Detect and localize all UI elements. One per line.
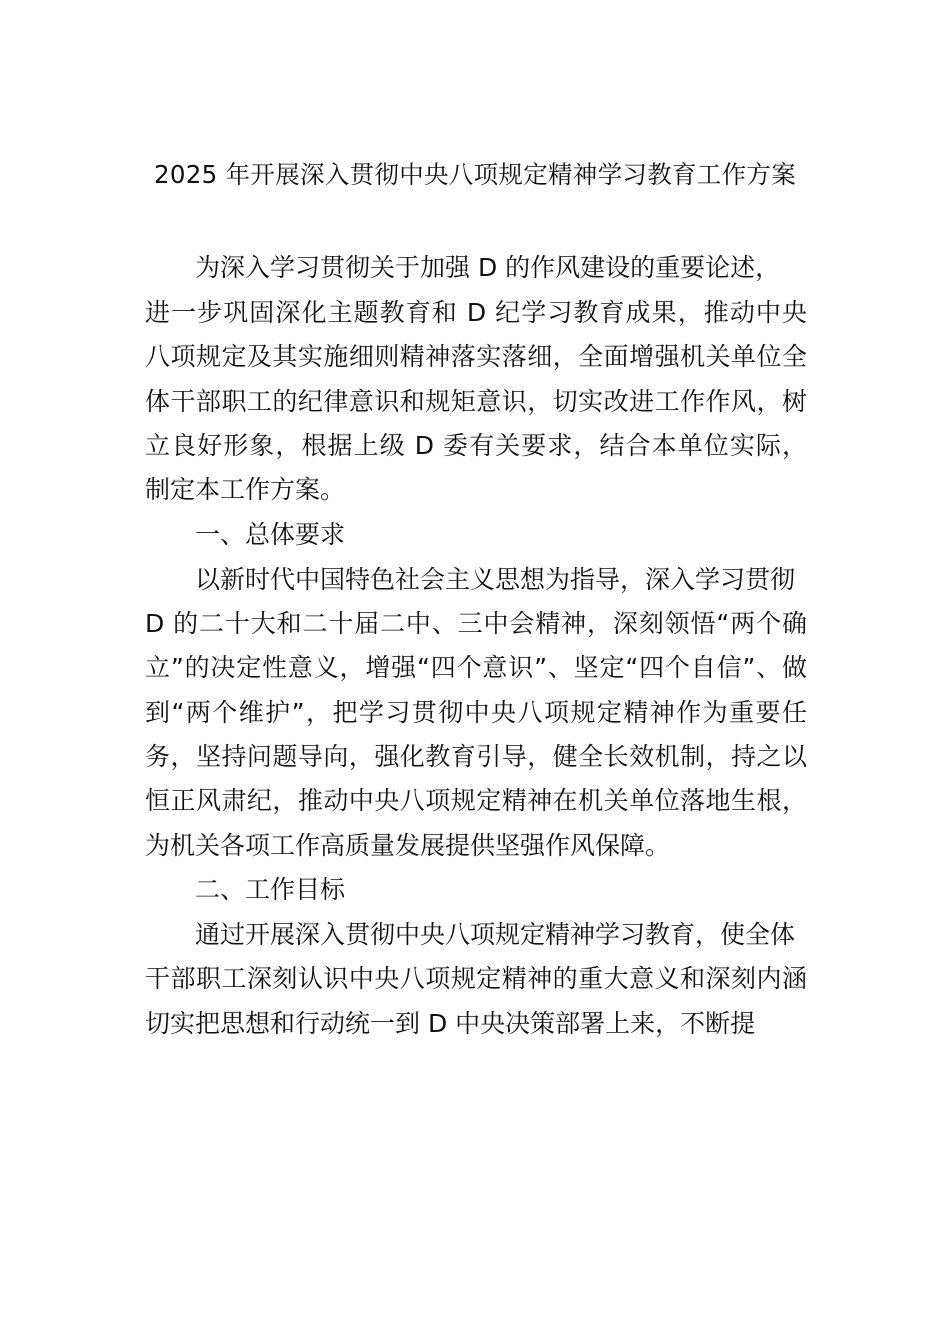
section-heading: 二、工作目标: [195, 875, 346, 904]
paragraph-line: 为机关各项工作高质量发展提供坚强作风保障。: [145, 831, 671, 860]
paragraph-line: 务，坚持问题导向，强化教育引导，健全长效机制，持之以: [145, 742, 807, 771]
paragraph-line: 八项规定及其实施细则精神落实落细，全面增强机关单位全: [145, 342, 807, 371]
paragraph-line: D 的二十大和二十届二中、三中会精神，深刻领悟“两个确: [145, 609, 807, 638]
paragraph-line: 进一步巩固深化主题教育和 D 纪学习教育成果，推动中央: [145, 298, 807, 327]
paragraph-line: 恒正风肃纪，推动中央八项规定精神在机关单位落地生根，: [145, 786, 807, 815]
paragraph-line: 体干部职工的纪律意识和规矩意识，切实改进工作作风，树: [145, 387, 807, 416]
paragraph-line: 立良好形象，根据上级 D 委有关要求，结合本单位实际，: [145, 431, 807, 460]
paragraph-line: 以新时代中国特色社会主义思想为指导，深入学习贯彻: [195, 565, 796, 594]
section-heading: 一、总体要求: [195, 520, 346, 549]
paragraph-line: 到“两个维护”，把学习贯彻中央八项规定精神作为重要任: [145, 698, 807, 727]
paragraph-line: 制定本工作方案。: [145, 475, 346, 504]
paragraph-line: 切实把思想和行动统一到 D 中央决策部署上来，不断提: [145, 1009, 756, 1038]
paragraph-line: 通过开展深入贯彻中央八项规定精神学习教育，使全体: [195, 920, 796, 949]
paragraph-line: 干部职工深刻认识中央八项规定精神的重大意义和深刻内涵: [145, 964, 807, 993]
paragraph-line: 立”的决定性意义，增强“四个意识”、坚定“四个自信”、做: [145, 653, 807, 682]
document-title: 2025 年开展深入贯彻中央八项规定精神学习教育工作方案: [153, 160, 797, 189]
paragraph-line: 为深入学习贯彻关于加强 D 的作风建设的重要论述，: [195, 253, 781, 282]
